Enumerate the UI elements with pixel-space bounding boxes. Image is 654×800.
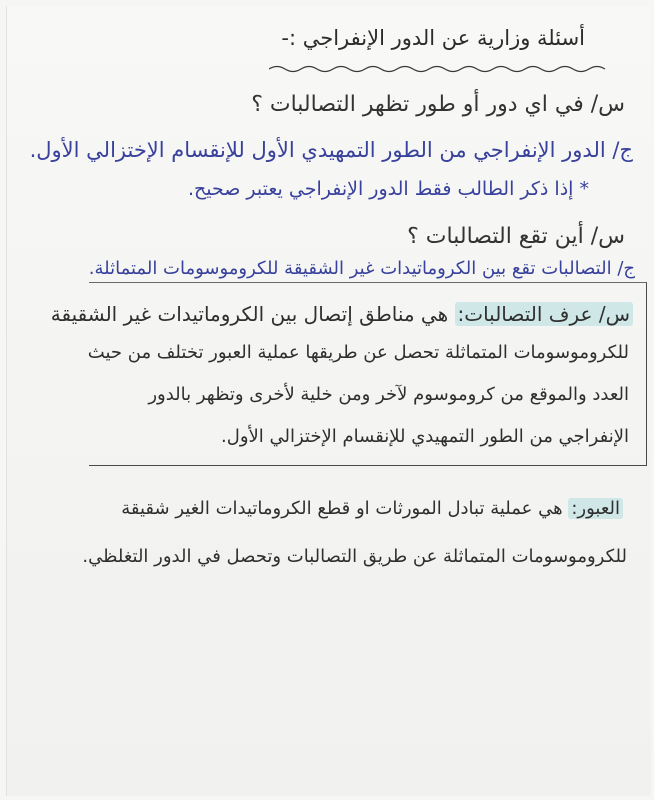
page-title: أسئلة وزارية عن الدور الإنفراجي :- — [281, 26, 585, 50]
definition-line-1 — [51, 302, 633, 326]
crossing-over-line-2: للكروموسومات المتماثلة عن طريق التصالبات وتحصل في الدور التغلظي. — [82, 546, 627, 567]
answer-1-note: * إذا ذكر الطالب فقط الدور الإنفراجي يعتبر صحيح. — [187, 178, 589, 200]
answer-1: ج/ الدور الإنفراجي من الطور التمهيدي الأول للإنقسام الإختزالي الأول. — [29, 138, 633, 162]
crossing-over-text-1: هي عملية تبادل المورثات او قطع الكروماتيدات الغير شقيقة — [121, 498, 563, 519]
notebook-paper — [6, 6, 651, 796]
definition-line-2: للكروموسومات المتماثلة تحصل عن طريقها عملية العبور تختلف من حيث — [87, 342, 629, 363]
question-2: س/ أين تقع التصالبات ؟ — [407, 224, 625, 249]
crossing-over-line-1 — [121, 498, 623, 519]
answer-2: ج/ التصالبات تقع بين الكروماتيدات غير الشقيقة للكروموسومات المتماثلة. — [88, 258, 635, 279]
definition-term: س/ عرف التصالبات: — [455, 302, 633, 326]
crossing-over-term: العبور: — [568, 498, 623, 519]
definition-line-4: الإنفراجي من الطور التمهيدي للإنقسام الإختزالي الأول. — [221, 426, 629, 447]
question-1: س/ في اي دور أو طور تظهر التصالبات ؟ — [251, 92, 625, 117]
title-underline — [269, 64, 609, 74]
definition-text-1: هي مناطق إتصال بين الكروماتيدات غير الشقيقة — [50, 302, 449, 326]
definition-line-3: العدد والموقع من كروموسوم لآخر ومن خلية لأخرى وتظهر بالدور — [148, 384, 629, 405]
